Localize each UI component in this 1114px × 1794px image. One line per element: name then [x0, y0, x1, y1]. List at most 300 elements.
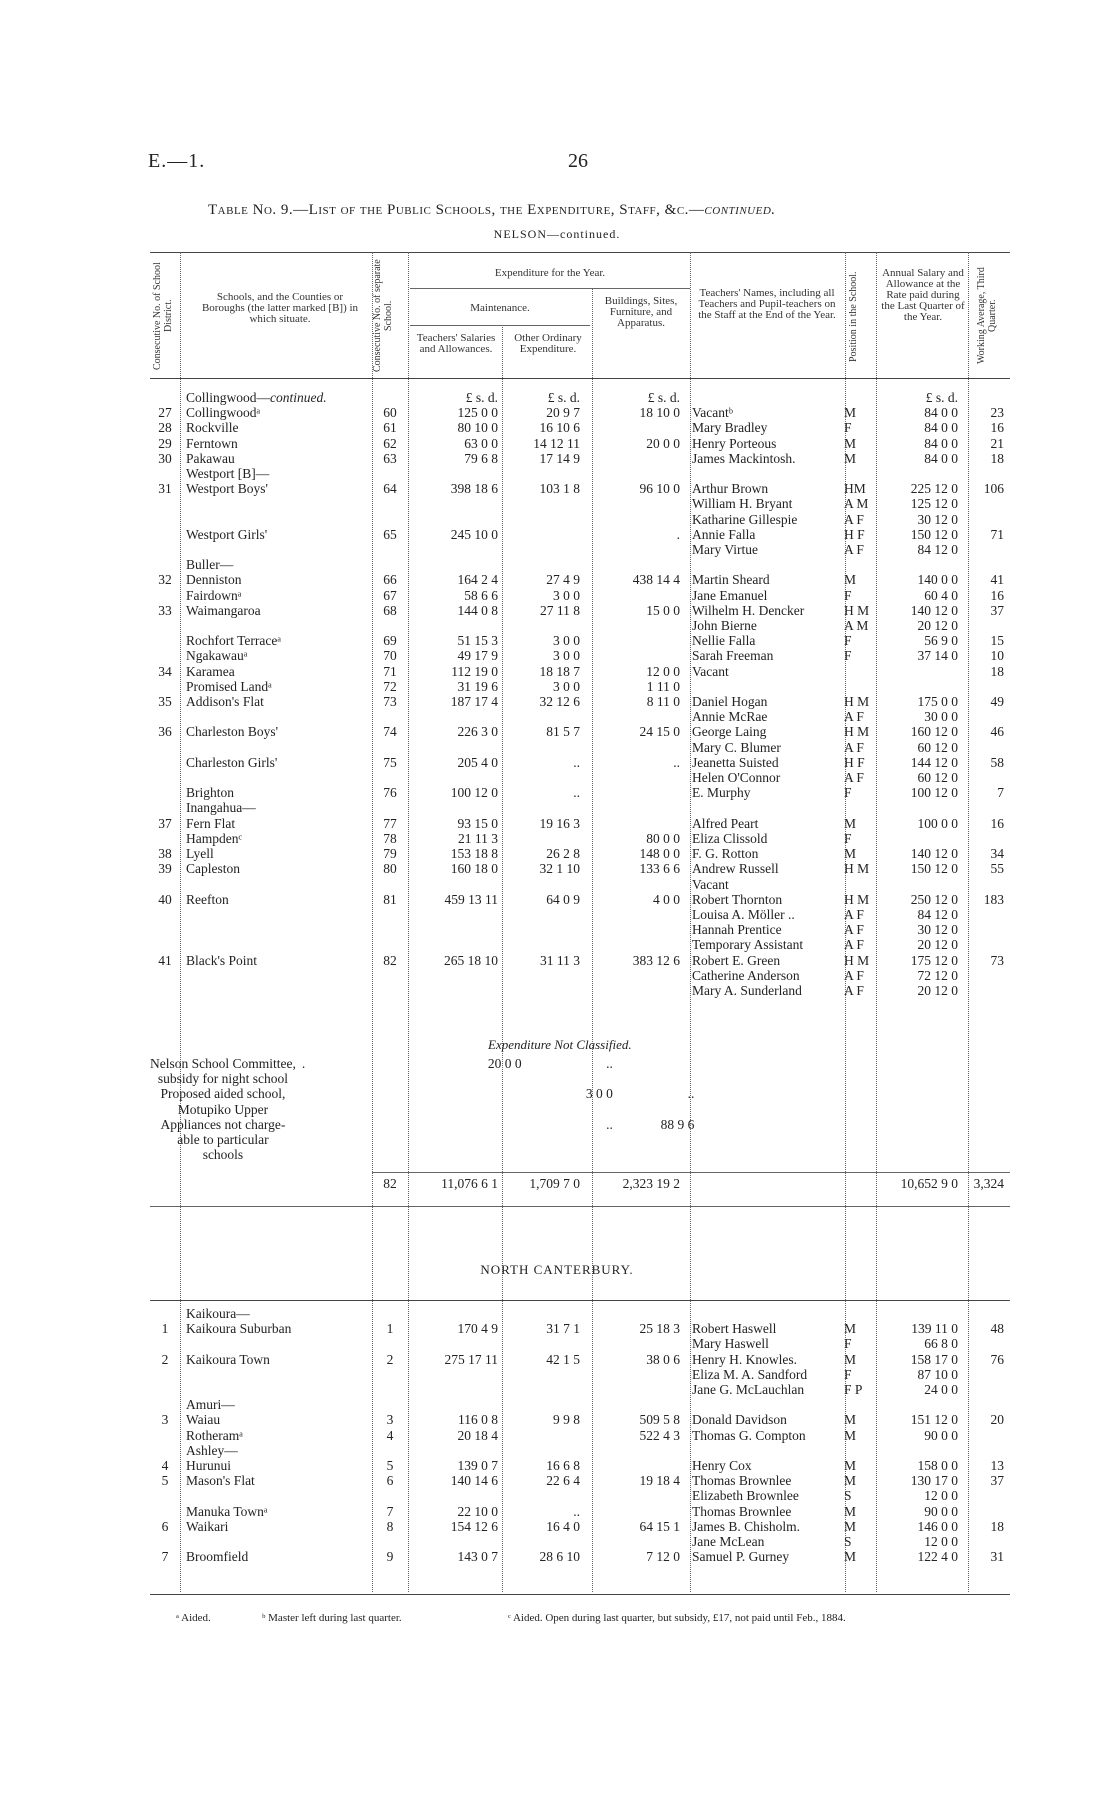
salary: 146 0 0: [917, 1518, 958, 1534]
working-average: [964, 800, 1004, 815]
position: H M: [844, 602, 870, 618]
school-name: Waikari: [186, 1518, 229, 1534]
table-row: [150, 512, 1004, 527]
buildings: [702, 1102, 801, 1117]
table-row: [150, 724, 1004, 739]
school-name: [180, 1534, 374, 1549]
other-expenditure: 20 9 7: [546, 405, 580, 421]
teacher-name: Wilhelm H. Dencker: [692, 602, 805, 618]
working-average: [964, 709, 1004, 724]
district-no: 4: [161, 1458, 169, 1474]
teacher-name: Mary C. Blumer: [692, 739, 781, 755]
other-expenditure: [623, 1132, 703, 1147]
school-no: [374, 937, 406, 952]
teacher-name: Henry H. Knowles.: [692, 1351, 797, 1367]
teachers-salaries: [522, 1132, 623, 1147]
other-expenditure: 16 4 0: [546, 1518, 580, 1534]
buildings: [588, 1306, 688, 1321]
district-no: 2: [161, 1351, 169, 1367]
other-expenditure: 17 14 9: [539, 450, 580, 466]
table-row: [150, 557, 1004, 572]
school-no: [374, 496, 406, 511]
salary: 144 12 0: [910, 754, 958, 770]
district-no: [150, 1534, 180, 1549]
teacher-name: George Laing: [692, 724, 767, 740]
district-no: 6: [161, 1518, 169, 1534]
teacher-name: Andrew Russell: [692, 861, 779, 877]
school-name: Charleston Girls': [186, 754, 278, 770]
teachers-salaries: 398 18 6: [450, 481, 498, 497]
school-name: Collingwoodᵃ: [186, 405, 261, 421]
teachers-salaries: [406, 542, 508, 557]
position: [842, 1306, 874, 1321]
table-row: [150, 1549, 1004, 1564]
teacher-name: Jane G. McLauchlan: [692, 1382, 805, 1398]
school-name: Westport Girls': [186, 526, 268, 542]
school-name: Fairdownᵃ: [186, 587, 242, 603]
buildings: [702, 1132, 801, 1147]
position: [842, 877, 874, 892]
teacher-name: Hannah Prentice: [692, 922, 782, 938]
salary: 151 12 0: [910, 1412, 958, 1428]
footnote-b: ᵇ Master left during last quarter.: [262, 1612, 402, 1624]
school-no: 72: [383, 678, 397, 694]
position: M: [844, 1321, 857, 1337]
position: [842, 679, 874, 694]
table-row: [150, 466, 1004, 481]
position: F P: [844, 1382, 863, 1398]
buildings: 7 12 0: [646, 1549, 680, 1565]
buildings: [588, 770, 688, 785]
header-school-no: Consecutive No. of separate School.: [372, 259, 394, 373]
school-name: [180, 496, 374, 511]
buildings: 96 10 0: [639, 481, 680, 497]
working-average: 18: [990, 1518, 1004, 1534]
teacher-name: [688, 679, 842, 694]
buildings: [588, 785, 688, 800]
salary: [874, 1443, 964, 1458]
other-expenditure: [508, 466, 588, 481]
table-row: [150, 436, 1004, 451]
school-no: 64: [383, 481, 397, 497]
school-name: [180, 922, 374, 937]
school-name: Addison's Flat: [186, 694, 264, 710]
district-no: [150, 740, 180, 755]
table-row: [150, 1397, 1004, 1412]
school-no: [374, 618, 406, 633]
district-no: 31: [158, 481, 172, 497]
other-expenditure: [508, 709, 588, 724]
salary: 140 0 0: [917, 572, 958, 588]
teachers-salaries: 153 18 8: [450, 846, 498, 862]
other-expenditure: [508, 542, 588, 557]
position: M: [844, 1503, 857, 1519]
position: M: [844, 815, 857, 831]
other-expenditure: [508, 770, 588, 785]
school-name: Amuri—: [186, 1397, 235, 1413]
teachers-salaries: 112 19 0: [451, 663, 498, 679]
school-name: [180, 512, 374, 527]
other-expenditure: 27 11 8: [540, 602, 580, 618]
school-no: 9: [386, 1549, 394, 1565]
teachers-salaries: [406, 466, 508, 481]
salary: 100 0 0: [917, 815, 958, 831]
salary: 250 12 0: [910, 891, 958, 907]
teacher-name: Mary Bradley: [692, 420, 768, 436]
working-average: 55: [990, 861, 1004, 877]
teachers-salaries: [406, 1382, 508, 1397]
district-no: schools: [202, 1147, 244, 1163]
district-no: [150, 648, 180, 663]
teacher-name: [688, 1443, 842, 1458]
working-average: 183: [983, 891, 1004, 907]
table-row: [150, 451, 1004, 466]
working-average: [964, 512, 1004, 527]
school-name: Inangahua—: [186, 800, 256, 816]
teachers-salaries: 58 6 6: [464, 587, 498, 603]
table-row: [150, 648, 1004, 663]
buildings: £ s. d.: [647, 390, 680, 405]
teacher-name: [688, 800, 842, 815]
working-average: 31: [990, 1549, 1004, 1565]
teachers-salaries: [522, 1071, 623, 1086]
table-row: [150, 618, 1004, 633]
teacher-name: [688, 466, 842, 481]
salary: 130 17 0: [910, 1473, 958, 1489]
teachers-salaries: [406, 983, 508, 998]
total-other: 1,709 7 0: [529, 1176, 580, 1191]
other-expenditure: [508, 527, 588, 542]
teacher-name: [688, 1306, 842, 1321]
footnote-a: ᵃ Aided.: [176, 1612, 211, 1624]
school-name: [180, 1367, 374, 1382]
position: [842, 466, 874, 481]
district-no: subsidy for night school: [157, 1071, 288, 1087]
school-no: 62: [383, 435, 397, 451]
school-no: [374, 877, 406, 892]
other-expenditure: [508, 968, 588, 983]
district-no: 40: [158, 891, 172, 907]
table-row: [150, 922, 1004, 937]
table-row: [150, 785, 1004, 800]
school-no: 76: [383, 785, 397, 801]
header-salary: Annual Salary and Allowance at the Rate paid during the Last Quarter of the Year.: [881, 267, 965, 323]
salary: 150 12 0: [910, 861, 958, 877]
teacher-name: Jane McLean: [692, 1534, 765, 1550]
position: H M: [844, 861, 870, 877]
school-no: 20 0 0: [487, 1056, 522, 1071]
school-no: 7: [386, 1503, 394, 1519]
school-no: [488, 1117, 522, 1132]
nelson-table: [150, 390, 1004, 998]
buildings: 24 15 0: [639, 724, 680, 740]
total-teachers: 11,076 6 1: [441, 1176, 498, 1191]
table-row: [150, 1428, 1004, 1443]
teacher-name: Robert E. Green: [692, 952, 781, 968]
salary: 30 0 0: [924, 709, 958, 725]
position: [954, 1086, 986, 1101]
working-average: [1074, 1086, 1114, 1101]
position: [842, 390, 874, 405]
teacher-name: James Mackintosh.: [692, 450, 796, 466]
footnote-c: ᶜ Aided. Open during last quarter, but subsidy, £17, not paid until Feb., 1884.: [508, 1612, 846, 1624]
district-no: 27: [158, 405, 172, 421]
other-expenditure: 64 0 9: [546, 891, 580, 907]
working-average: 16: [990, 587, 1004, 603]
table-row: [150, 1504, 1004, 1519]
school-name: Brighton: [186, 785, 235, 801]
school-no: [374, 709, 406, 724]
district-no: [150, 968, 180, 983]
buildings: 133 6 6: [639, 861, 680, 877]
salary: [874, 800, 964, 815]
buildings: [702, 1147, 801, 1162]
salary: 30 12 0: [917, 922, 958, 938]
position: A M: [844, 618, 869, 634]
teachers-salaries: [406, 1443, 508, 1458]
other-expenditure: [508, 907, 588, 922]
teachers-salaries: 100 12 0: [450, 785, 498, 801]
teachers-salaries: 140 14 6: [450, 1473, 498, 1489]
other-expenditure: 32 1 10: [539, 861, 580, 877]
table-row: [150, 1306, 1004, 1321]
position: A F: [844, 937, 864, 953]
salary: 60 12 0: [917, 739, 958, 755]
table-row: [150, 405, 1004, 420]
school-no: 65: [383, 526, 397, 542]
school-no: 63: [383, 450, 397, 466]
buildings: 509 5 8: [639, 1412, 680, 1428]
school-name: .: [301, 1056, 306, 1071]
school-name: Waiau: [186, 1412, 221, 1428]
buildings: [588, 907, 688, 922]
school-no: [488, 1102, 522, 1117]
buildings: 148 0 0: [639, 846, 680, 862]
teacher-name: F. G. Rotton: [692, 846, 759, 862]
buildings: [588, 451, 688, 466]
working-average: 21: [990, 435, 1004, 451]
buildings: [588, 542, 688, 557]
table-row: [150, 1488, 1004, 1503]
school-name: Kaikoura—: [186, 1306, 250, 1321]
district-no: 1: [161, 1321, 169, 1337]
other-expenditure: 31 11 3: [540, 952, 580, 968]
position: HM: [844, 481, 866, 497]
teachers-salaries: 79 6 8: [464, 450, 498, 466]
school-no: [374, 1488, 406, 1503]
salary: 160 12 0: [910, 724, 958, 740]
teacher-name: [801, 1117, 953, 1132]
teachers-salaries: [406, 907, 508, 922]
position: F: [844, 420, 852, 436]
working-average: 10: [990, 648, 1004, 664]
teachers-salaries: ..: [606, 1116, 613, 1132]
teacher-name: Katharine Gillespie: [692, 511, 798, 527]
teacher-name: Jane Emanuel: [692, 587, 768, 603]
totals-row: [150, 1176, 1004, 1191]
working-average: 73: [990, 952, 1004, 968]
school-name: Westport [B]—: [186, 466, 270, 482]
district-no: [150, 755, 180, 770]
teacher-name: [801, 1147, 953, 1162]
school-no: [488, 1071, 522, 1086]
position: M: [844, 435, 857, 451]
school-no: 75: [383, 754, 397, 770]
buildings: [588, 420, 688, 435]
district-no: able to particular: [177, 1132, 269, 1148]
teacher-name: Sarah Freeman: [692, 648, 774, 664]
school-no: 79: [383, 846, 397, 862]
teachers-salaries: 80 10 0: [457, 420, 498, 436]
other-expenditure: [508, 937, 588, 952]
teachers-salaries: 170 4 9: [457, 1321, 498, 1337]
teacher-name: [688, 557, 842, 572]
school-no: 66: [383, 572, 397, 588]
table-row: [150, 1321, 1004, 1336]
teacher-name: [801, 1071, 953, 1086]
total-schools: 82: [383, 1176, 397, 1191]
working-average: [964, 1382, 1004, 1397]
buildings: 15 0 0: [646, 602, 680, 618]
position: F: [844, 1336, 852, 1352]
salary: 30 12 0: [917, 511, 958, 527]
position: F: [844, 830, 852, 846]
position: H F: [844, 526, 865, 542]
working-average: 18: [990, 663, 1004, 679]
working-average: [964, 1504, 1004, 1519]
teacher-name: Alfred Peart: [692, 815, 759, 831]
table-row: [150, 496, 1004, 511]
district-no: [150, 1504, 180, 1519]
school-no: [374, 1382, 406, 1397]
position: A F: [844, 906, 864, 922]
school-no: 60: [383, 405, 397, 421]
salary: 90 0 0: [924, 1503, 958, 1519]
teachers-salaries: 31 19 6: [457, 678, 498, 694]
district-no: [150, 770, 180, 785]
teacher-name: Arthur Brown: [692, 481, 769, 497]
table-row: [150, 1336, 1004, 1351]
other-expenditure: 26 2 8: [546, 846, 580, 862]
other-expenditure: 16 6 8: [546, 1458, 580, 1474]
district-no: [150, 542, 180, 557]
working-average: 7: [997, 785, 1004, 801]
teacher-name: Henry Cox: [692, 1458, 752, 1474]
teacher-name: Robert Haswell: [692, 1321, 777, 1337]
table-row: [150, 892, 1004, 907]
table-row: [150, 1132, 1114, 1147]
position: F: [844, 587, 852, 603]
canterbury-top-rule: [150, 1300, 1010, 1301]
header-teachers-salaries: Teachers' Salaries and Allowances.: [416, 332, 496, 355]
total-average: 3,324: [973, 1176, 1004, 1191]
table-row: [150, 709, 1004, 724]
other-expenditure: [623, 1147, 703, 1162]
working-average: [964, 1397, 1004, 1412]
other-expenditure: [508, 1397, 588, 1412]
district-no: [150, 937, 180, 952]
working-average: 49: [990, 694, 1004, 710]
school-name: Hampdenᶜ: [186, 830, 242, 846]
table-row: [150, 1443, 1004, 1458]
buildings: ..: [673, 754, 680, 770]
school-no: [374, 1534, 406, 1549]
buildings: [588, 588, 688, 603]
other-expenditure: [623, 1071, 703, 1086]
teacher-name: Vacant: [692, 876, 729, 892]
totals-bottom-rule: [150, 1206, 1010, 1207]
salary: [874, 679, 964, 694]
table-row: [150, 542, 1004, 557]
school-no: 8: [386, 1518, 394, 1534]
salary: [874, 831, 964, 846]
other-expenditure: [508, 1534, 588, 1549]
buildings: [588, 983, 688, 998]
teacher-name: James B. Chisholm.: [692, 1518, 801, 1534]
school-no: 73: [383, 694, 397, 710]
district-no: 41: [158, 952, 172, 968]
other-expenditure: [508, 922, 588, 937]
working-average: [1074, 1132, 1114, 1147]
school-no: 3: [386, 1412, 394, 1428]
school-no: 77: [383, 815, 397, 831]
district-no: [150, 907, 180, 922]
school-no: [374, 1367, 406, 1382]
salary: 24 0 0: [924, 1382, 958, 1398]
school-name: [180, 937, 374, 952]
other-expenditure: 27 4 9: [546, 572, 580, 588]
other-expenditure: 3 0 0: [553, 633, 580, 649]
position: [842, 664, 874, 679]
teachers-salaries: 275 17 11: [444, 1351, 498, 1367]
teacher-name: Vacantᵇ: [692, 405, 733, 421]
other-expenditure: [508, 1306, 588, 1321]
working-average: [964, 877, 1004, 892]
school-name: Kaikoura Suburban: [186, 1321, 292, 1337]
table-row: [150, 1534, 1004, 1549]
position: A F: [844, 770, 864, 786]
table-row: [150, 1352, 1004, 1367]
other-expenditure: [508, 557, 588, 572]
teachers-salaries: 139 0 7: [457, 1458, 498, 1474]
district-no: 39: [158, 861, 172, 877]
school-no: [374, 542, 406, 557]
buildings: [588, 496, 688, 511]
salary: 60 12 0: [917, 770, 958, 786]
school-name: [180, 968, 374, 983]
total-buildings: 2,323 19 2: [622, 1176, 680, 1191]
salary: 225 12 0: [910, 481, 958, 497]
teachers-salaries: [406, 557, 508, 572]
salary: 84 0 0: [924, 435, 958, 451]
teacher-name: Robert Thornton: [692, 891, 783, 907]
school-no: [374, 907, 406, 922]
working-average: 20: [990, 1412, 1004, 1428]
salary: [985, 1056, 1074, 1071]
teacher-name: Eliza Clissold: [692, 830, 768, 846]
district-no: Nelson School Committee,: [150, 1056, 296, 1071]
working-average: [964, 679, 1004, 694]
working-average: 58: [990, 754, 1004, 770]
salary: £ s. d.: [925, 390, 958, 405]
district-no: [150, 557, 180, 572]
teachers-salaries: [406, 922, 508, 937]
school-no: [374, 968, 406, 983]
header-district-no: Consecutive No. of School District.: [152, 262, 174, 370]
position: M: [844, 450, 857, 466]
school-no: 74: [383, 724, 397, 740]
buildings: [702, 1056, 801, 1071]
